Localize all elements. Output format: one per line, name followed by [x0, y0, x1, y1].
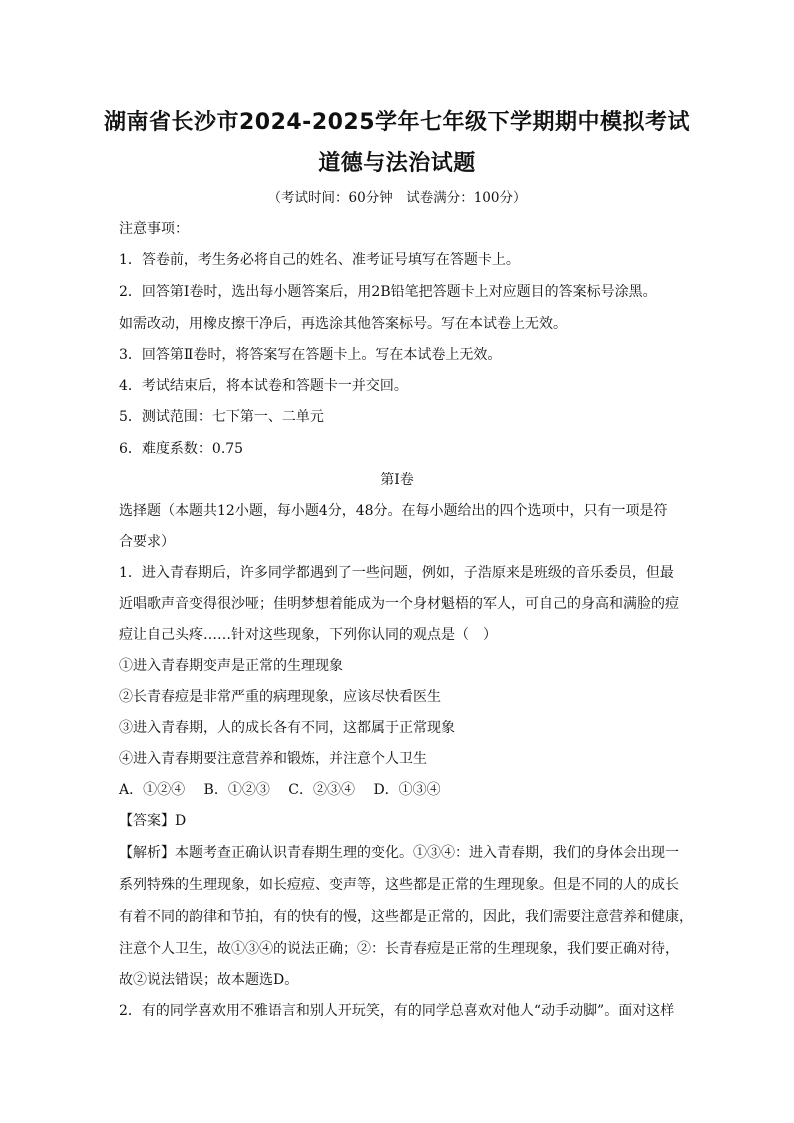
notes-heading: 注意事项：	[119, 221, 189, 237]
analysis-text: 故②说法错误；故本题选D。	[119, 972, 299, 988]
section-intro: 选择题（本题共12小题，每小题4分，48分。在每小题给出的四个选项中，只有一项是符	[119, 503, 668, 519]
section-intro: 合要求）	[119, 534, 175, 550]
question-1-stem: 1．进入青春期后，许多同学都遇到了一些问题，例如，子浩原来是班级的音乐委员，但最	[119, 565, 674, 581]
note-item: 6．难度系数：0.75	[119, 441, 244, 457]
note-item: 5．测试范围：七下第一、二单元	[119, 409, 324, 425]
note-item: 4．考试结束后，将本试卷和答题卡一并交回。	[119, 378, 408, 394]
question-1-stem: 近唱歌声音变得很沙哑；佳明梦想着能成为一个身材魁梧的军人，可自己的身高和满脸的痘	[119, 596, 679, 612]
statement: ②长青春痘是非常严重的病理现象，应该尽快看医生	[119, 689, 441, 705]
note-item: 3．回答第Ⅱ卷时，将答案写在答题卡上。写在本试卷上无效。	[119, 347, 502, 363]
statement: ③进入青春期，人的成长各有不同，这都属于正常现象	[119, 720, 455, 736]
statement: ①进入青春期变声是正常的生理现象	[119, 658, 343, 674]
analysis-text: 【解析】本题考查正确认识青春期生理的变化。①③④：进入青春期，我们的身体会出现一	[119, 845, 679, 861]
exam-title: 湖南省长沙市2024-2025学年七年级下学期期中模拟考试	[103, 110, 691, 135]
analysis-text: 注意个人卫生，故①③④的说法正确；②：长青春痘是正常的生理现象，我们要正确对待，	[119, 941, 679, 957]
statement: ④进入青春期要注意营养和锻炼，并注意个人卫生	[119, 751, 427, 767]
answer-options: A．①②④ B．①②③ C．②③④ D．①③④	[119, 782, 441, 798]
answer-label: 【答案】D	[119, 813, 187, 829]
exam-subtitle: 道德与法治试题	[318, 151, 476, 176]
note-item: 如需改动，用橡皮擦干净后，再选涂其他答案标号。写在本试卷上无效。	[119, 316, 567, 332]
question-1-stem: 痘让自己头疼……针对这些现象，下列你认同的观点是（ ）	[119, 627, 497, 643]
section-title: 第Ⅰ卷	[380, 472, 414, 488]
analysis-text: 系列特殊的生理现象，如长痘痘、变声等，这些都是正常的生理现象。但是不同的人的成长	[119, 877, 679, 893]
exam-meta: （考试时间：60分钟 试卷满分：100分）	[267, 190, 527, 206]
note-item: 2．回答第Ⅰ卷时，选出每小题答案后，用2B铅笔把答题卡上对应题目的答案标号涂黑。	[119, 284, 657, 300]
note-item: 1．答卷前，考生务必将自己的姓名、准考证号填写在答题卡上。	[119, 252, 520, 268]
question-2-stem: 2．有的同学喜欢用不雅语言和别人开玩笑，有的同学总喜欢对他人“动手动脚”。面对这样	[119, 1003, 675, 1019]
analysis-text: 有着不同的韵律和节拍，有的快有的慢，这些都是正常的，因此，我们需要注意营养和健康，	[119, 909, 693, 925]
